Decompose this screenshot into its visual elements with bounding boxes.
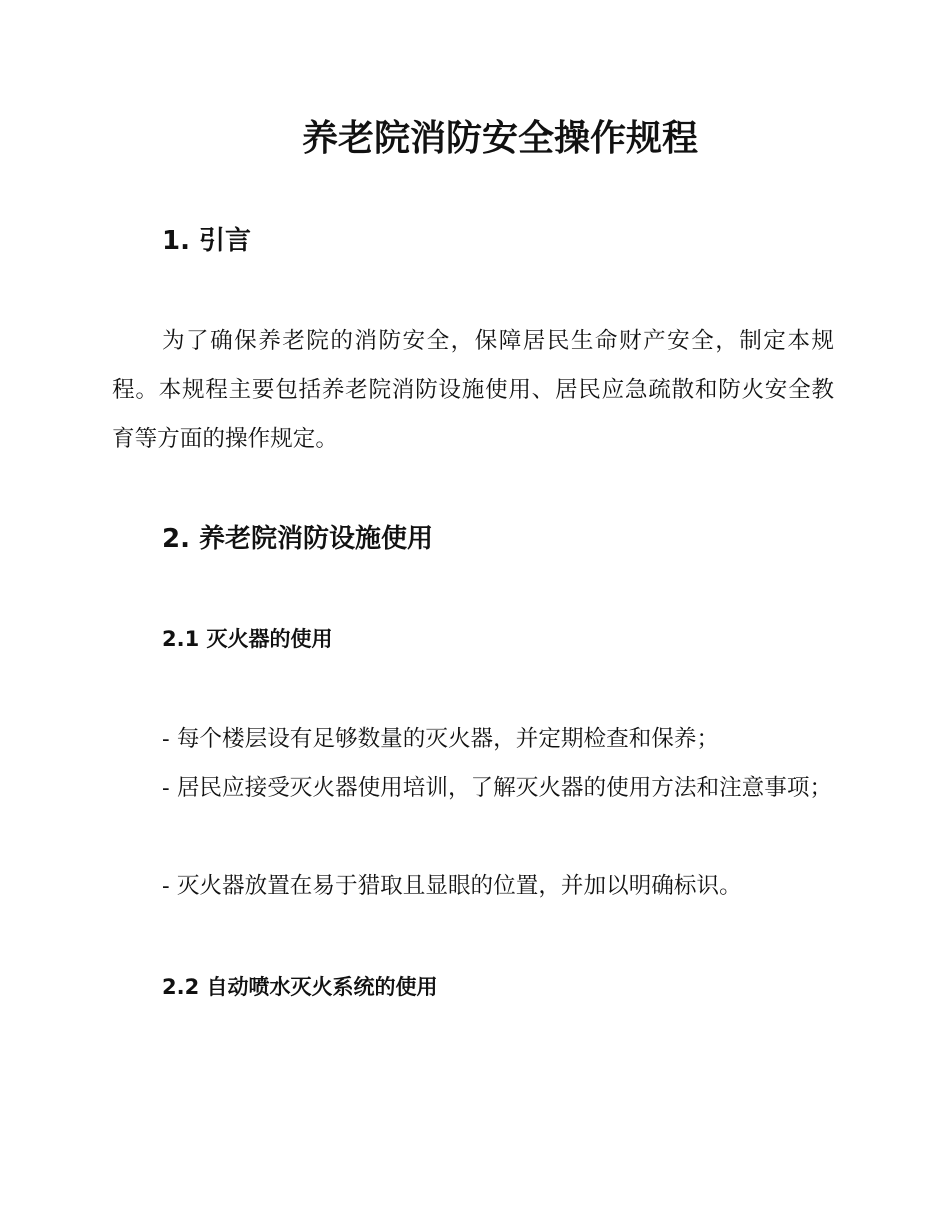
list-item: - 每个楼层设有足够数量的灭火器，并定期检查和保养； xyxy=(162,726,720,752)
subsection-heading-sprinkler: 2.2 自动喷水灭火系统的使用 xyxy=(162,975,438,999)
subsection-heading-extinguisher: 2.1 灭火器的使用 xyxy=(162,627,333,651)
list-item: - 灭火器放置在易于猎取且显眼的位置，并加以明确标识。 xyxy=(162,873,742,899)
document-title: 养老院消防安全操作规程 xyxy=(301,118,698,159)
section-heading-facilities: 2. 养老院消防设施使用 xyxy=(162,524,434,554)
introduction-paragraph: 为了确保养老院的消防安全，保障居民生命财产安全，制定本规程。本规程主要包括养老院消防设施使用、居民应急疏散和防火安全教育等方面的操作规定。 xyxy=(112,328,834,452)
section-heading-introduction: 1. 引言 xyxy=(162,226,252,256)
list-item: - 居民应接受灭火器使用培训，了解灭火器的使用方法和注意事项； xyxy=(162,775,833,801)
